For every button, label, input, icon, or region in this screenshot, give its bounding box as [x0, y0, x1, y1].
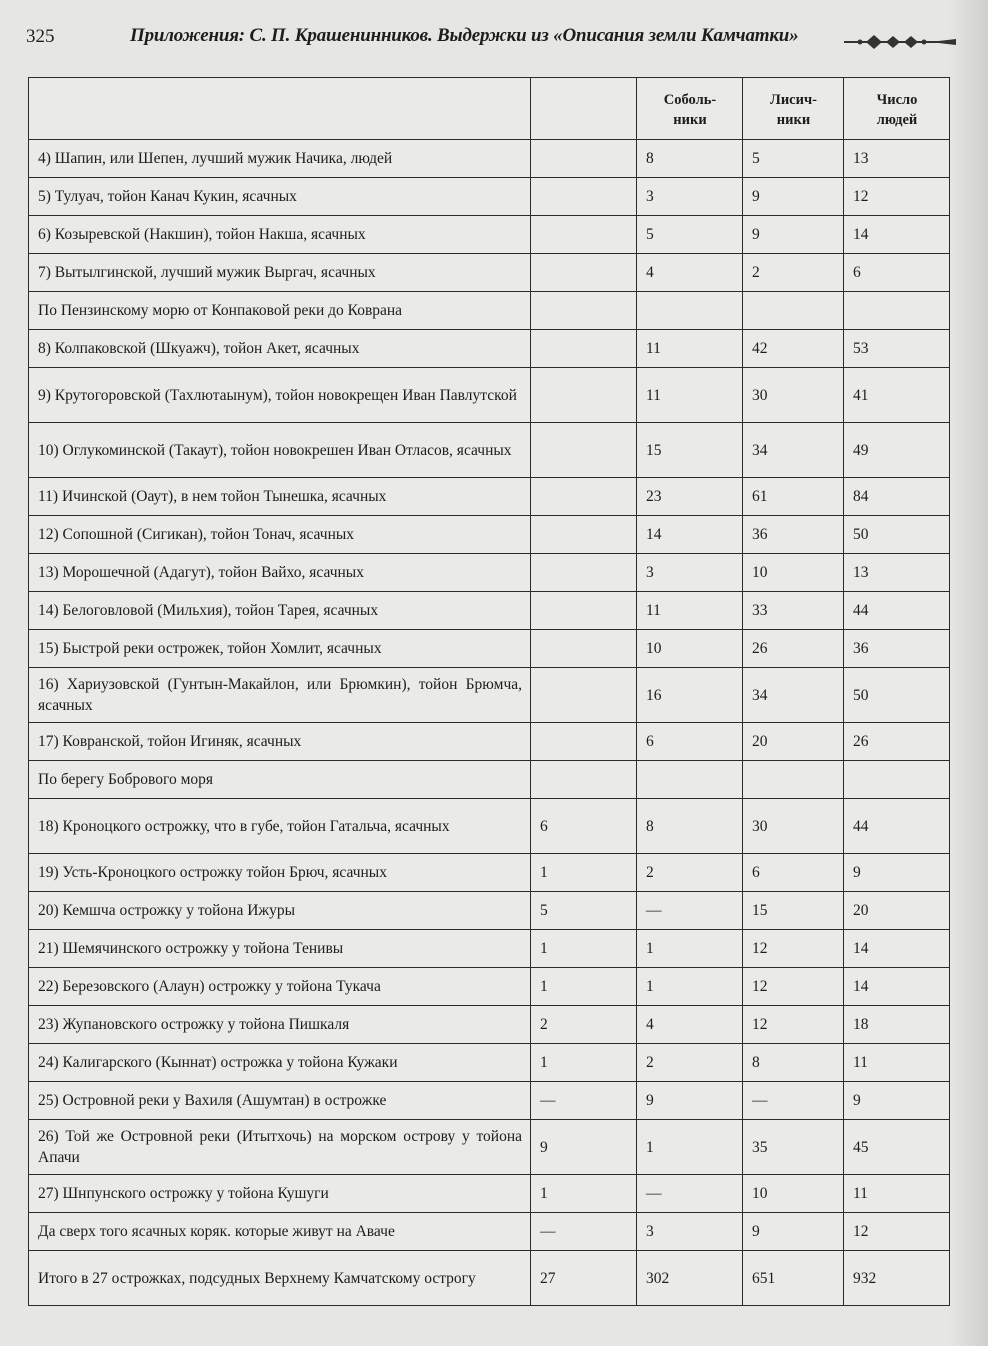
cell-foxes: 34 [743, 423, 844, 478]
cell-people: 14 [844, 216, 950, 254]
cell-sables: 6 [637, 723, 743, 761]
cell-people: 41 [844, 368, 950, 423]
running-title: Приложения: С. П. Крашенинников. Выдержки из «Описания земли Камчатки» [130, 25, 799, 46]
cell-col-1 [531, 216, 637, 254]
cell-people: 11 [844, 1044, 950, 1082]
cell-col-1 [531, 178, 637, 216]
row-name: 27) Шнпунского острожку у тойона Кушуги [29, 1175, 531, 1213]
cell-sables: 16 [637, 668, 743, 723]
cell-sables: 5 [637, 216, 743, 254]
cell-foxes: 34 [743, 668, 844, 723]
cell-people: 84 [844, 478, 950, 516]
row-name: 5) Тулуач, тойон Канач Кукин, ясачных [29, 178, 531, 216]
cell-sables: 2 [637, 854, 743, 892]
cell-foxes: 10 [743, 1175, 844, 1213]
row-name: 10) Оглукоминской (Такаут), тойон новокрешен Иван Отласов, ясачных [29, 423, 531, 478]
cell-col-1: 9 [531, 1120, 637, 1175]
cell-sables: 8 [637, 799, 743, 854]
row-name: 16) Хариузовской (Гунтын-Макайлон, или Брюмкин), тойон Брюмча, ясачных [29, 668, 531, 723]
row-name: 8) Колпаковской (Шкуажч), тойон Акет, ясачных [29, 330, 531, 368]
cell-foxes: 10 [743, 554, 844, 592]
cell-people: 9 [844, 854, 950, 892]
cell-col-1 [531, 630, 637, 668]
cell-col-1 [531, 330, 637, 368]
cell-people: 53 [844, 330, 950, 368]
cell-col-1 [531, 668, 637, 723]
cell-people [844, 761, 950, 799]
cell-foxes: 33 [743, 592, 844, 630]
page-number: 325 [26, 26, 55, 47]
cell-foxes: 42 [743, 330, 844, 368]
cell-foxes: 6 [743, 854, 844, 892]
cell-col-1: 1 [531, 854, 637, 892]
table-row [29, 1120, 950, 1175]
row-name: 7) Вытылгинской, лучший мужик Выргач, ясачных [29, 254, 531, 292]
cell-sables: 1 [637, 930, 743, 968]
table-row [29, 254, 950, 292]
cell-col-1: 5 [531, 892, 637, 930]
cell-sables: — [637, 892, 743, 930]
row-name: 18) Кроноцкого острожку, что в губе, тойон Гатальча, ясачных [29, 799, 531, 854]
table-header-row [29, 78, 950, 140]
cell-people: 14 [844, 930, 950, 968]
cell-sables: 4 [637, 254, 743, 292]
table-row [29, 140, 950, 178]
page-edge-shadow [948, 0, 988, 1346]
cell-col-1: — [531, 1213, 637, 1251]
tribute-table [28, 77, 950, 1306]
cell-foxes: — [743, 1082, 844, 1120]
row-name: 23) Жупановского острожку у тойона Пишкаля [29, 1006, 531, 1044]
cell-people: 50 [844, 668, 950, 723]
cell-sables: 8 [637, 140, 743, 178]
table-row [29, 478, 950, 516]
table-section-row [29, 292, 950, 330]
table-row [29, 892, 950, 930]
cell-foxes: 9 [743, 1213, 844, 1251]
row-name: 24) Калигарского (Кыннат) острожка у тойона Кужаки [29, 1044, 531, 1082]
row-name: 12) Сопошной (Сигикан), тойон Тонач, ясачных [29, 516, 531, 554]
row-name: 11) Ичинской (Оаут), в нем тойон Тынешка, ясачных [29, 478, 531, 516]
cell-foxes [743, 761, 844, 799]
cell-col-1 [531, 723, 637, 761]
cell-people: 18 [844, 1006, 950, 1044]
cell-foxes: 30 [743, 368, 844, 423]
table-row [29, 330, 950, 368]
row-name: 22) Березовского (Алаун) острожку у тойона Тукача [29, 968, 531, 1006]
table-row [29, 1213, 950, 1251]
row-name: 26) Той же Островной реки (Итытхочь) на морском острову у тойона Апачи [29, 1120, 531, 1175]
cell-people: 12 [844, 178, 950, 216]
table-row [29, 668, 950, 723]
cell-col-1: 1 [531, 930, 637, 968]
header-col-1 [531, 78, 637, 140]
table-row [29, 1082, 950, 1120]
cell-sables: 2 [637, 1044, 743, 1082]
row-name: 19) Усть-Кроноцкого острожку тойон Брюч, ясачных [29, 854, 531, 892]
cell-foxes: 26 [743, 630, 844, 668]
cell-sables: 3 [637, 178, 743, 216]
table-row [29, 799, 950, 854]
cell-sables: 14 [637, 516, 743, 554]
total-col-1: 27 [531, 1251, 637, 1306]
cell-people: 45 [844, 1120, 950, 1175]
cell-foxes: 36 [743, 516, 844, 554]
table-row [29, 1006, 950, 1044]
cell-col-1 [531, 478, 637, 516]
total-sables: 302 [637, 1251, 743, 1306]
cell-col-1: 6 [531, 799, 637, 854]
row-name: 14) Белоговловой (Мильхия), тойон Тарея, ясачных [29, 592, 531, 630]
row-name: 20) Кемшча острожку у тойона Ижуры [29, 892, 531, 930]
table-row [29, 1044, 950, 1082]
total-label: Итого в 27 острожках, подсудных Верхнему Камчатскому острогу [29, 1251, 531, 1306]
header-people: Число людей [844, 78, 950, 140]
table-row [29, 630, 950, 668]
table-total-row [29, 1251, 950, 1306]
cell-people: 9 [844, 1082, 950, 1120]
table-row [29, 968, 950, 1006]
table-row [29, 723, 950, 761]
header-name [29, 78, 531, 140]
cell-foxes: 30 [743, 799, 844, 854]
cell-sables: 11 [637, 330, 743, 368]
cell-people: 20 [844, 892, 950, 930]
table-row [29, 930, 950, 968]
cell-foxes: 61 [743, 478, 844, 516]
cell-sables: 11 [637, 368, 743, 423]
cell-sables: 23 [637, 478, 743, 516]
cell-sables: 11 [637, 592, 743, 630]
row-name: 21) Шемячинского острожку у тойона Тенивы [29, 930, 531, 968]
cell-sables: — [637, 1175, 743, 1213]
cell-sables [637, 761, 743, 799]
cell-col-1 [531, 254, 637, 292]
cell-foxes: 35 [743, 1120, 844, 1175]
cell-col-1: 1 [531, 1175, 637, 1213]
cell-foxes: 12 [743, 968, 844, 1006]
cell-foxes: 9 [743, 178, 844, 216]
cell-foxes: 9 [743, 216, 844, 254]
cell-foxes: 20 [743, 723, 844, 761]
cell-col-1: 1 [531, 968, 637, 1006]
cell-sables: 1 [637, 968, 743, 1006]
cell-people: 12 [844, 1213, 950, 1251]
cell-col-1 [531, 423, 637, 478]
table-section-row [29, 761, 950, 799]
cell-people: 50 [844, 516, 950, 554]
row-name: 6) Козыревской (Накшин), тойон Накша, ясачных [29, 216, 531, 254]
table-row [29, 554, 950, 592]
cell-people: 26 [844, 723, 950, 761]
cell-people: 44 [844, 592, 950, 630]
cell-col-1 [531, 592, 637, 630]
cell-col-1 [531, 292, 637, 330]
total-foxes: 651 [743, 1251, 844, 1306]
row-name: Да сверх того ясачных коряк. которые живут на Аваче [29, 1213, 531, 1251]
ornament-icon [844, 32, 956, 52]
table-row [29, 178, 950, 216]
cell-foxes: 8 [743, 1044, 844, 1082]
cell-col-1 [531, 368, 637, 423]
cell-people: 14 [844, 968, 950, 1006]
table-row [29, 592, 950, 630]
cell-col-1 [531, 516, 637, 554]
cell-foxes: 2 [743, 254, 844, 292]
cell-sables: 15 [637, 423, 743, 478]
row-name: 13) Морошечной (Адагут), тойон Вайхо, ясачных [29, 554, 531, 592]
cell-people: 6 [844, 254, 950, 292]
cell-sables: 3 [637, 1213, 743, 1251]
table-row [29, 216, 950, 254]
cell-foxes: 12 [743, 1006, 844, 1044]
cell-people: 49 [844, 423, 950, 478]
cell-sables: 4 [637, 1006, 743, 1044]
cell-foxes: 5 [743, 140, 844, 178]
cell-col-1 [531, 761, 637, 799]
cell-foxes: 15 [743, 892, 844, 930]
table-row [29, 1175, 950, 1213]
cell-people: 13 [844, 140, 950, 178]
cell-sables: 9 [637, 1082, 743, 1120]
cell-foxes [743, 292, 844, 330]
cell-foxes: 12 [743, 930, 844, 968]
row-name: 9) Крутогоровской (Тахлютаынум), тойон новокрещен Иван Павлутской [29, 368, 531, 423]
table-row [29, 423, 950, 478]
header-sables: Соболь- ники [637, 78, 743, 140]
section-heading: По берегу Бобрового моря [29, 761, 531, 799]
cell-people: 13 [844, 554, 950, 592]
cell-people: 44 [844, 799, 950, 854]
section-heading: По Пензинскому морю от Конпаковой реки до Коврана [29, 292, 531, 330]
cell-sables: 10 [637, 630, 743, 668]
cell-col-1 [531, 140, 637, 178]
table-row [29, 516, 950, 554]
cell-sables: 1 [637, 1120, 743, 1175]
cell-sables [637, 292, 743, 330]
cell-sables: 3 [637, 554, 743, 592]
row-name: 15) Быстрой реки острожек, тойон Хомлит, ясачных [29, 630, 531, 668]
cell-col-1: 1 [531, 1044, 637, 1082]
row-name: 17) Ковранской, тойон Игиняк, ясачных [29, 723, 531, 761]
row-name: 25) Островной реки у Вахиля (Ашумтан) в острожке [29, 1082, 531, 1120]
row-name: 4) Шапин, или Шепен, лучший мужик Начика, людей [29, 140, 531, 178]
table-row [29, 368, 950, 423]
cell-people [844, 292, 950, 330]
cell-people: 11 [844, 1175, 950, 1213]
header-foxes: Лисич- ники [743, 78, 844, 140]
page-header [26, 22, 956, 52]
cell-col-1 [531, 554, 637, 592]
cell-col-1: — [531, 1082, 637, 1120]
cell-people: 36 [844, 630, 950, 668]
table-row [29, 854, 950, 892]
total-people: 932 [844, 1251, 950, 1306]
cell-col-1: 2 [531, 1006, 637, 1044]
